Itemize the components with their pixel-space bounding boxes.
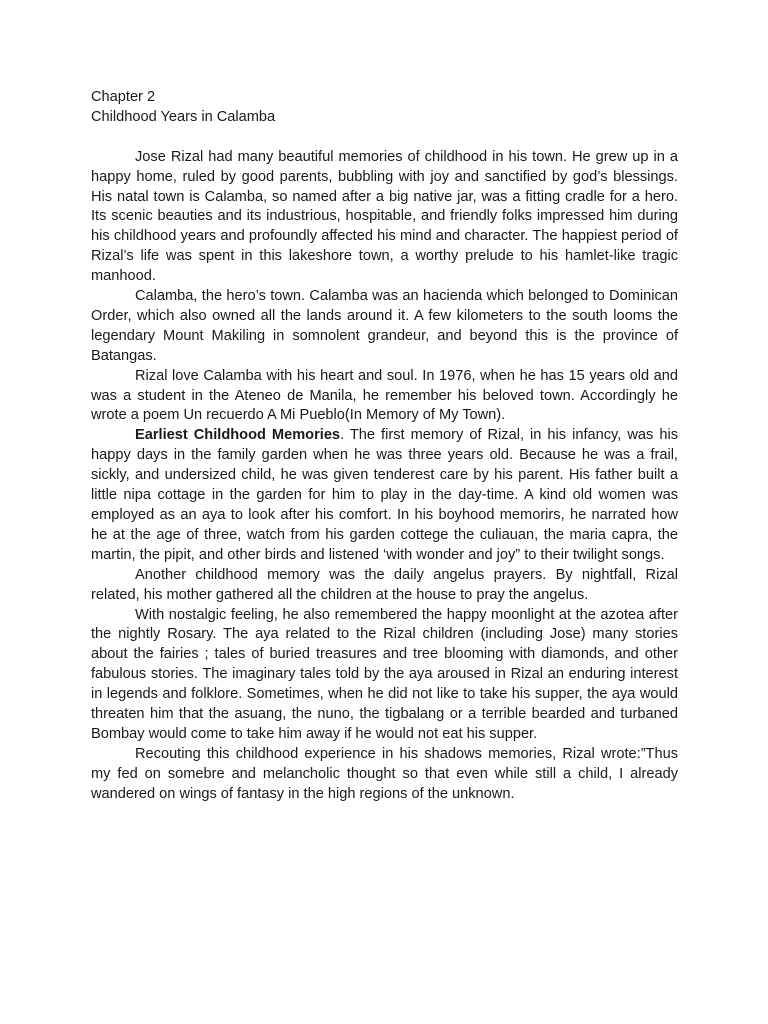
- chapter-heading: [91, 88, 678, 128]
- section-lead-heading: Earliest Childhood Memories: [135, 427, 341, 444]
- paragraph-calamba: [91, 287, 678, 367]
- chapter-title: Childhood Years in Calamba: [91, 108, 276, 125]
- paragraph-angelus: [91, 566, 678, 606]
- paragraph-text: Jose Rizal had many beautiful memories of childhood in his town. He grew up in a happy home, ruled by good parents, bubbling with joy and sanctified by god’s blessings. His natal town is Calamba, so named after a big native jar, was a fitting cradle for a hero. Its scenic beauties and its industrious, hospitable, and friendly folks impressed him during his childhood years and profoundly affected his mind and character. The happiest period of Rizal’s life was spent in this lakeshore town, a worthy prelude to his hamlet-like tragic manhood.: [91, 148, 678, 285]
- chapter-number: Chapter 2: [91, 89, 156, 105]
- paragraph-intro: [91, 148, 678, 287]
- paragraph-text: With nostalgic feeling, he also remembered the happy moonlight at the azotea after the nightly Rosary. The aya related to the Rizal children (including Jose) many stories about the fairies ; tales of buried treasures and tree blooming with diamonds, and other fabulous stories. The imaginary tales told by the aya aroused in Rizal an enduring interest in legends and folklore. Sometimes, when he did not like to take his supper, the aya would threaten him that the asuang, the nuno, the tigbalang or a terrible bearded and turbaned Bombay would come to take him away if he would not eat his supper.: [91, 606, 678, 742]
- paragraph-recounting: [91, 745, 678, 805]
- paragraph-text: . The first memory of Rizal, in his infancy, was his happy days in the family garden when he was three years old. Because he was a frail, sickly, and undersized child, he was given tenderest care by his parent. His father built a little nipa cottage in the garden for him to play in the day-time. A kind old women was employed as an aya to look after his comfort. In his boyhood memorirs, he narrated how he at the age of three, watch from his garden cottege the culiauan, the maria capra, the martin, the pipit, and other birds and listened ‘with wonder and joy” to their twilight songs.: [91, 427, 678, 563]
- paragraph-text: Recouting this childhood experience in his shadows memories, Rizal wrote:”Thus my fed on somebre and melancholic thought so that even while still a child, I already wandered on wings of fantasy in the high regions of the unknown.: [91, 745, 678, 802]
- paragraph-text: Rizal love Calamba with his heart and soul. In 1976, when he has 15 years old and was a student in the Ateneo de Manila, he remember his beloved town. Accordingly he wrote a poem Un recuerdo A Mi Pueblo(In Memory of My Town).: [91, 367, 678, 424]
- document-page: [91, 88, 678, 805]
- paragraph-azotea: [91, 606, 678, 745]
- paragraph-love-calamba: [91, 367, 678, 427]
- paragraph-text: Calamba, the hero’s town. Calamba was an hacienda which belonged to Dominican Order, which also owned all the lands around it. A few kilometers to the south looms the legendary Mount Makiling in somnolent grandeur, and beyond this is the province of Batangas.: [91, 288, 678, 364]
- paragraph-text: Another childhood memory was the daily angelus prayers. By nightfall, Rizal related, his mother gathered all the children at the house to pray the angelus.: [91, 566, 678, 603]
- paragraph-earliest-memories: [91, 426, 678, 565]
